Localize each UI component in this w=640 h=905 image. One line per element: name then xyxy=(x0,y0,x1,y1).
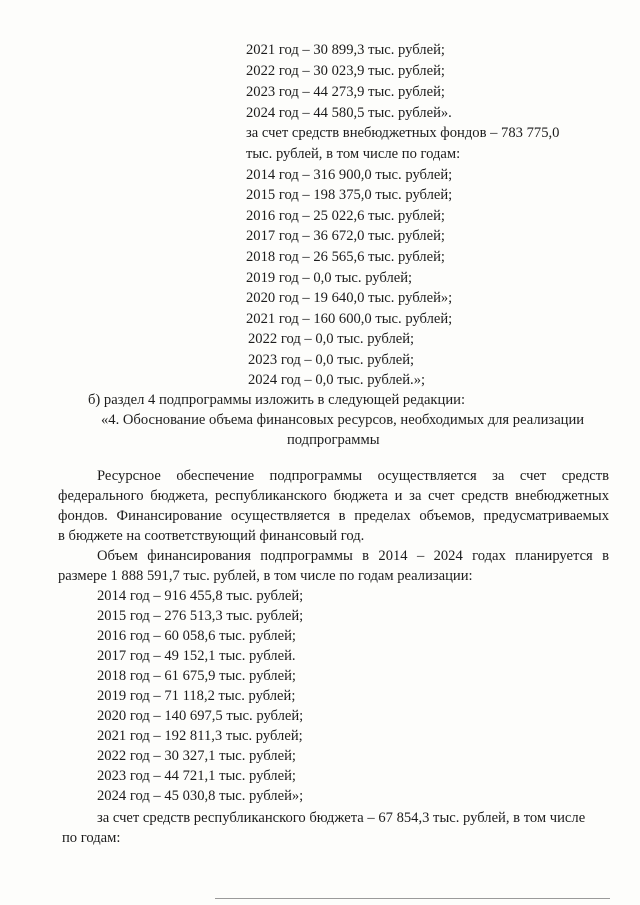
block-top-line: 2017 год – 36 672,0 тыс. рублей; xyxy=(246,228,445,244)
years-list-item: 2023 год – 44 721,1 тыс. рублей; xyxy=(97,768,296,784)
years-list-item: 2022 год – 30 327,1 тыс. рублей; xyxy=(97,748,296,764)
para1-line: фондов. Финансирование осуществляется в пределах объемов, предусматриваемых xyxy=(58,508,609,524)
block-top-line: 2018 год – 26 565,6 тыс. рублей; xyxy=(246,249,445,265)
para3-line: по годам: xyxy=(62,830,121,846)
block-top-line: 2022 год – 30 023,9 тыс. рублей; xyxy=(246,63,445,79)
section-heading: «4. Обоснование объема финансовых ресурсов, необходимых для реализации xyxy=(101,412,585,428)
years-list-item: 2024 год – 45 030,8 тыс. рублей»; xyxy=(97,788,304,804)
years-list-item: 2014 год – 916 455,8 тыс. рублей; xyxy=(97,588,304,604)
block-top-line: 2014 год – 316 900,0 тыс. рублей; xyxy=(246,167,453,183)
block-top-line: за счет средств внебюджетных фондов – 783 775,0 xyxy=(246,125,560,141)
block-top-line: тыс. рублей, в том числе по годам: xyxy=(246,146,461,162)
years-list-item: 2016 год – 60 058,6 тыс. рублей; xyxy=(97,628,296,644)
years-list-item: 2017 год – 49 152,1 тыс. рублей. xyxy=(97,648,296,664)
block-top-line: 2022 год – 0,0 тыс. рублей; xyxy=(248,331,415,347)
footer-rule xyxy=(215,898,610,899)
section-heading: подпрограммы xyxy=(287,432,380,448)
para1-line: в бюджете на соответствующий финансовый год. xyxy=(58,528,365,544)
block-top-line: 2023 год – 0,0 тыс. рублей; xyxy=(248,352,415,368)
para2-line: размере 1 888 591,7 тыс. рублей, в том числе по годам реализации: xyxy=(58,568,473,584)
years-list-item: 2019 год – 71 118,2 тыс. рублей; xyxy=(97,688,296,704)
years-list-item: 2018 год – 61 675,9 тыс. рублей; xyxy=(97,668,296,684)
para2-line: Объем финансирования подпрограммы в 2014 – 2024 годах планируется в xyxy=(97,548,609,564)
block-top-line: 2015 год – 198 375,0 тыс. рублей; xyxy=(246,187,453,203)
block-top-line: 2023 год – 44 273,9 тыс. рублей; xyxy=(246,84,445,100)
years-list-item: 2015 год – 276 513,3 тыс. рублей; xyxy=(97,608,304,624)
para3-line: за счет средств республиканского бюджета – 67 854,3 тыс. рублей, в том числе xyxy=(97,810,586,826)
item-b: б) раздел 4 подпрограммы изложить в следующей редакции: xyxy=(88,392,465,408)
years-list-item: 2020 год – 140 697,5 тыс. рублей; xyxy=(97,708,304,724)
para1-line: Ресурсное обеспечение подпрограммы осуществляется за счет средств xyxy=(97,468,609,484)
years-list-item: 2021 год – 192 811,3 тыс. рублей; xyxy=(97,728,303,744)
block-top-line: 2021 год – 30 899,3 тыс. рублей; xyxy=(246,42,445,58)
block-top-line: 2024 год – 44 580,5 тыс. рублей». xyxy=(246,105,452,121)
block-top-line: 2020 год – 19 640,0 тыс. рублей»; xyxy=(246,290,453,306)
para1-line: федерального бюджета, республиканского бюджета и за счет средств внебюджетных xyxy=(58,488,609,504)
block-top-line: 2021 год – 160 600,0 тыс. рублей; xyxy=(246,311,453,327)
block-top-line: 2016 год – 25 022,6 тыс. рублей; xyxy=(246,208,445,224)
block-top-line: 2024 год – 0,0 тыс. рублей.»; xyxy=(248,372,426,388)
block-top-line: 2019 год – 0,0 тыс. рублей; xyxy=(246,270,413,286)
